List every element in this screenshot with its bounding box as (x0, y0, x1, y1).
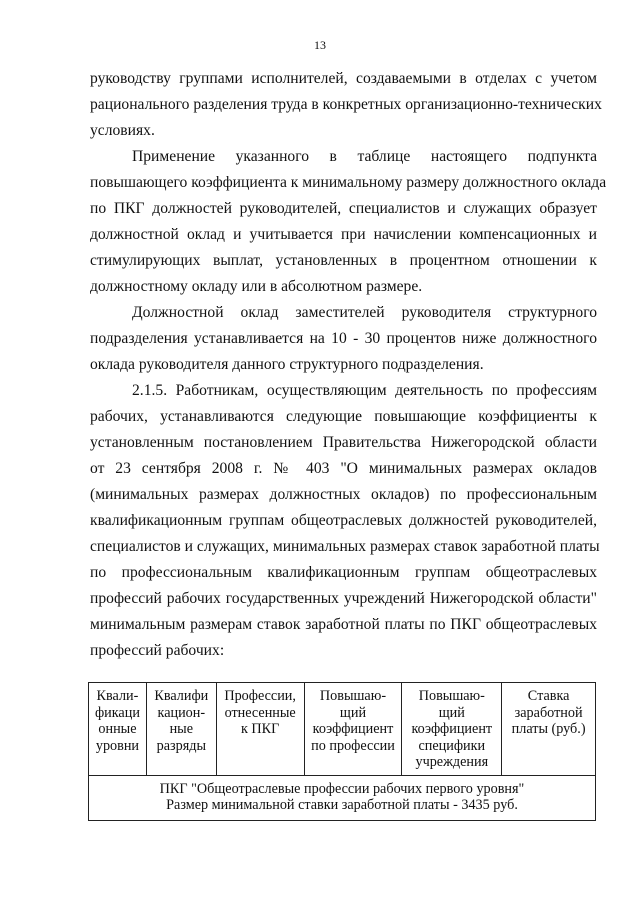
text-line: по ПКГ должностей руководителей, специалистов и служащих образует (90, 200, 597, 217)
header-line: разряды (156, 737, 206, 754)
text-line: (минимальных размерах должностных окладов) по профессиональным (90, 486, 597, 503)
body-text (90, 66, 607, 664)
text-line: квалификационным группам общеотраслевых должностей руководителей, (90, 512, 597, 529)
text-line: по профессиональным квалификационным группам общеотраслевых (90, 564, 597, 581)
header-line: щий (438, 704, 465, 721)
pkg-table (88, 682, 596, 821)
header-line: Повышаю- (319, 688, 387, 704)
text-line: специалистов и служащих, минимальных размерах ставок заработной платы (90, 538, 600, 555)
header-line: коэффициент (411, 721, 493, 737)
header-line: фикаци (94, 704, 140, 721)
header-line: ные (169, 721, 194, 737)
header-qualification-grades (146, 683, 216, 776)
text-line: подразделения устанавливается на 10 - 30 процентов ниже должностного (90, 330, 597, 347)
text-line: от 23 сентября 2008 г. № 403 "О минимальных размерах окладов (90, 460, 597, 477)
pkg-group-min-rate: Размер минимальной ставки заработной платы - 3435 руб. (166, 797, 518, 813)
text-line: Применение указанного в таблице настоящего подпункта (132, 148, 597, 165)
header-line: специфики (418, 737, 486, 754)
text-line: Должностной оклад заместителей руководителя структурного (132, 304, 597, 321)
header-wage-rate (502, 683, 596, 776)
header-line: учреждения (415, 754, 489, 770)
header-line: Профессии, (224, 688, 296, 704)
text-line: профессий рабочих: (90, 642, 225, 659)
header-qualification-levels (89, 683, 147, 776)
header-line: по профессии (311, 737, 395, 754)
text-line: рационального разделения труда в конкретных организационно-технических (90, 96, 602, 113)
text-line: повышающего коэффициента к минимальному размеру должностного оклада (90, 174, 607, 191)
text-line: условиях. (90, 122, 155, 139)
table-header-row (89, 683, 596, 776)
header-line: щий (339, 704, 367, 721)
text-line: установленным постановлением Правительства Нижегородской области (90, 434, 597, 451)
header-profession-coefficient (304, 683, 402, 776)
header-line: уровни (95, 737, 140, 754)
header-line: отнесенные (224, 704, 296, 721)
text-line: стимулирующих выплат, установленных в процентном отношении к (90, 252, 597, 269)
text-line: 2.1.5. Работникам, осуществляющим деятельность по профессиям (132, 382, 597, 399)
text-line: профессий рабочих государственных учреждений Нижегородской области" (90, 590, 597, 607)
pkg-group-cell (89, 775, 596, 820)
text-line: должностной оклад и учитывается при начислении компенсационных и (90, 226, 597, 243)
page-number: 13 (314, 38, 326, 52)
header-line: заработной (514, 704, 583, 721)
header-line: платы (руб.) (511, 721, 586, 737)
header-professions (216, 683, 304, 776)
text-line: должностному окладу или в абсолютном размере. (90, 278, 423, 295)
header-line: кацион- (157, 704, 206, 721)
header-line: Квали- (96, 688, 139, 704)
text-line: минимальным размерам ставок заработной платы по ПКГ общеотраслевых (90, 616, 597, 633)
header-line: к ПКГ (240, 721, 280, 737)
header-line: Повышаю- (418, 688, 485, 704)
header-line: онные (98, 721, 137, 737)
header-line: Квалифи (154, 688, 209, 704)
header-line: Ставка (527, 688, 570, 704)
header-line: коэффициент (312, 721, 394, 737)
text-line: руководству группами исполнителей, создаваемыми в отделах с учетом (90, 70, 597, 87)
table-group-row (89, 775, 596, 820)
header-institution-coefficient (402, 683, 502, 776)
pkg-group-title: ПКГ "Общеотраслевые профессии рабочих первого уровня" (159, 780, 525, 797)
text-line: рабочих, устанавливаются следующие повышающие коэффициенты к (90, 408, 597, 425)
text-line: оклада руководителя данного структурного подразделения. (90, 356, 484, 373)
